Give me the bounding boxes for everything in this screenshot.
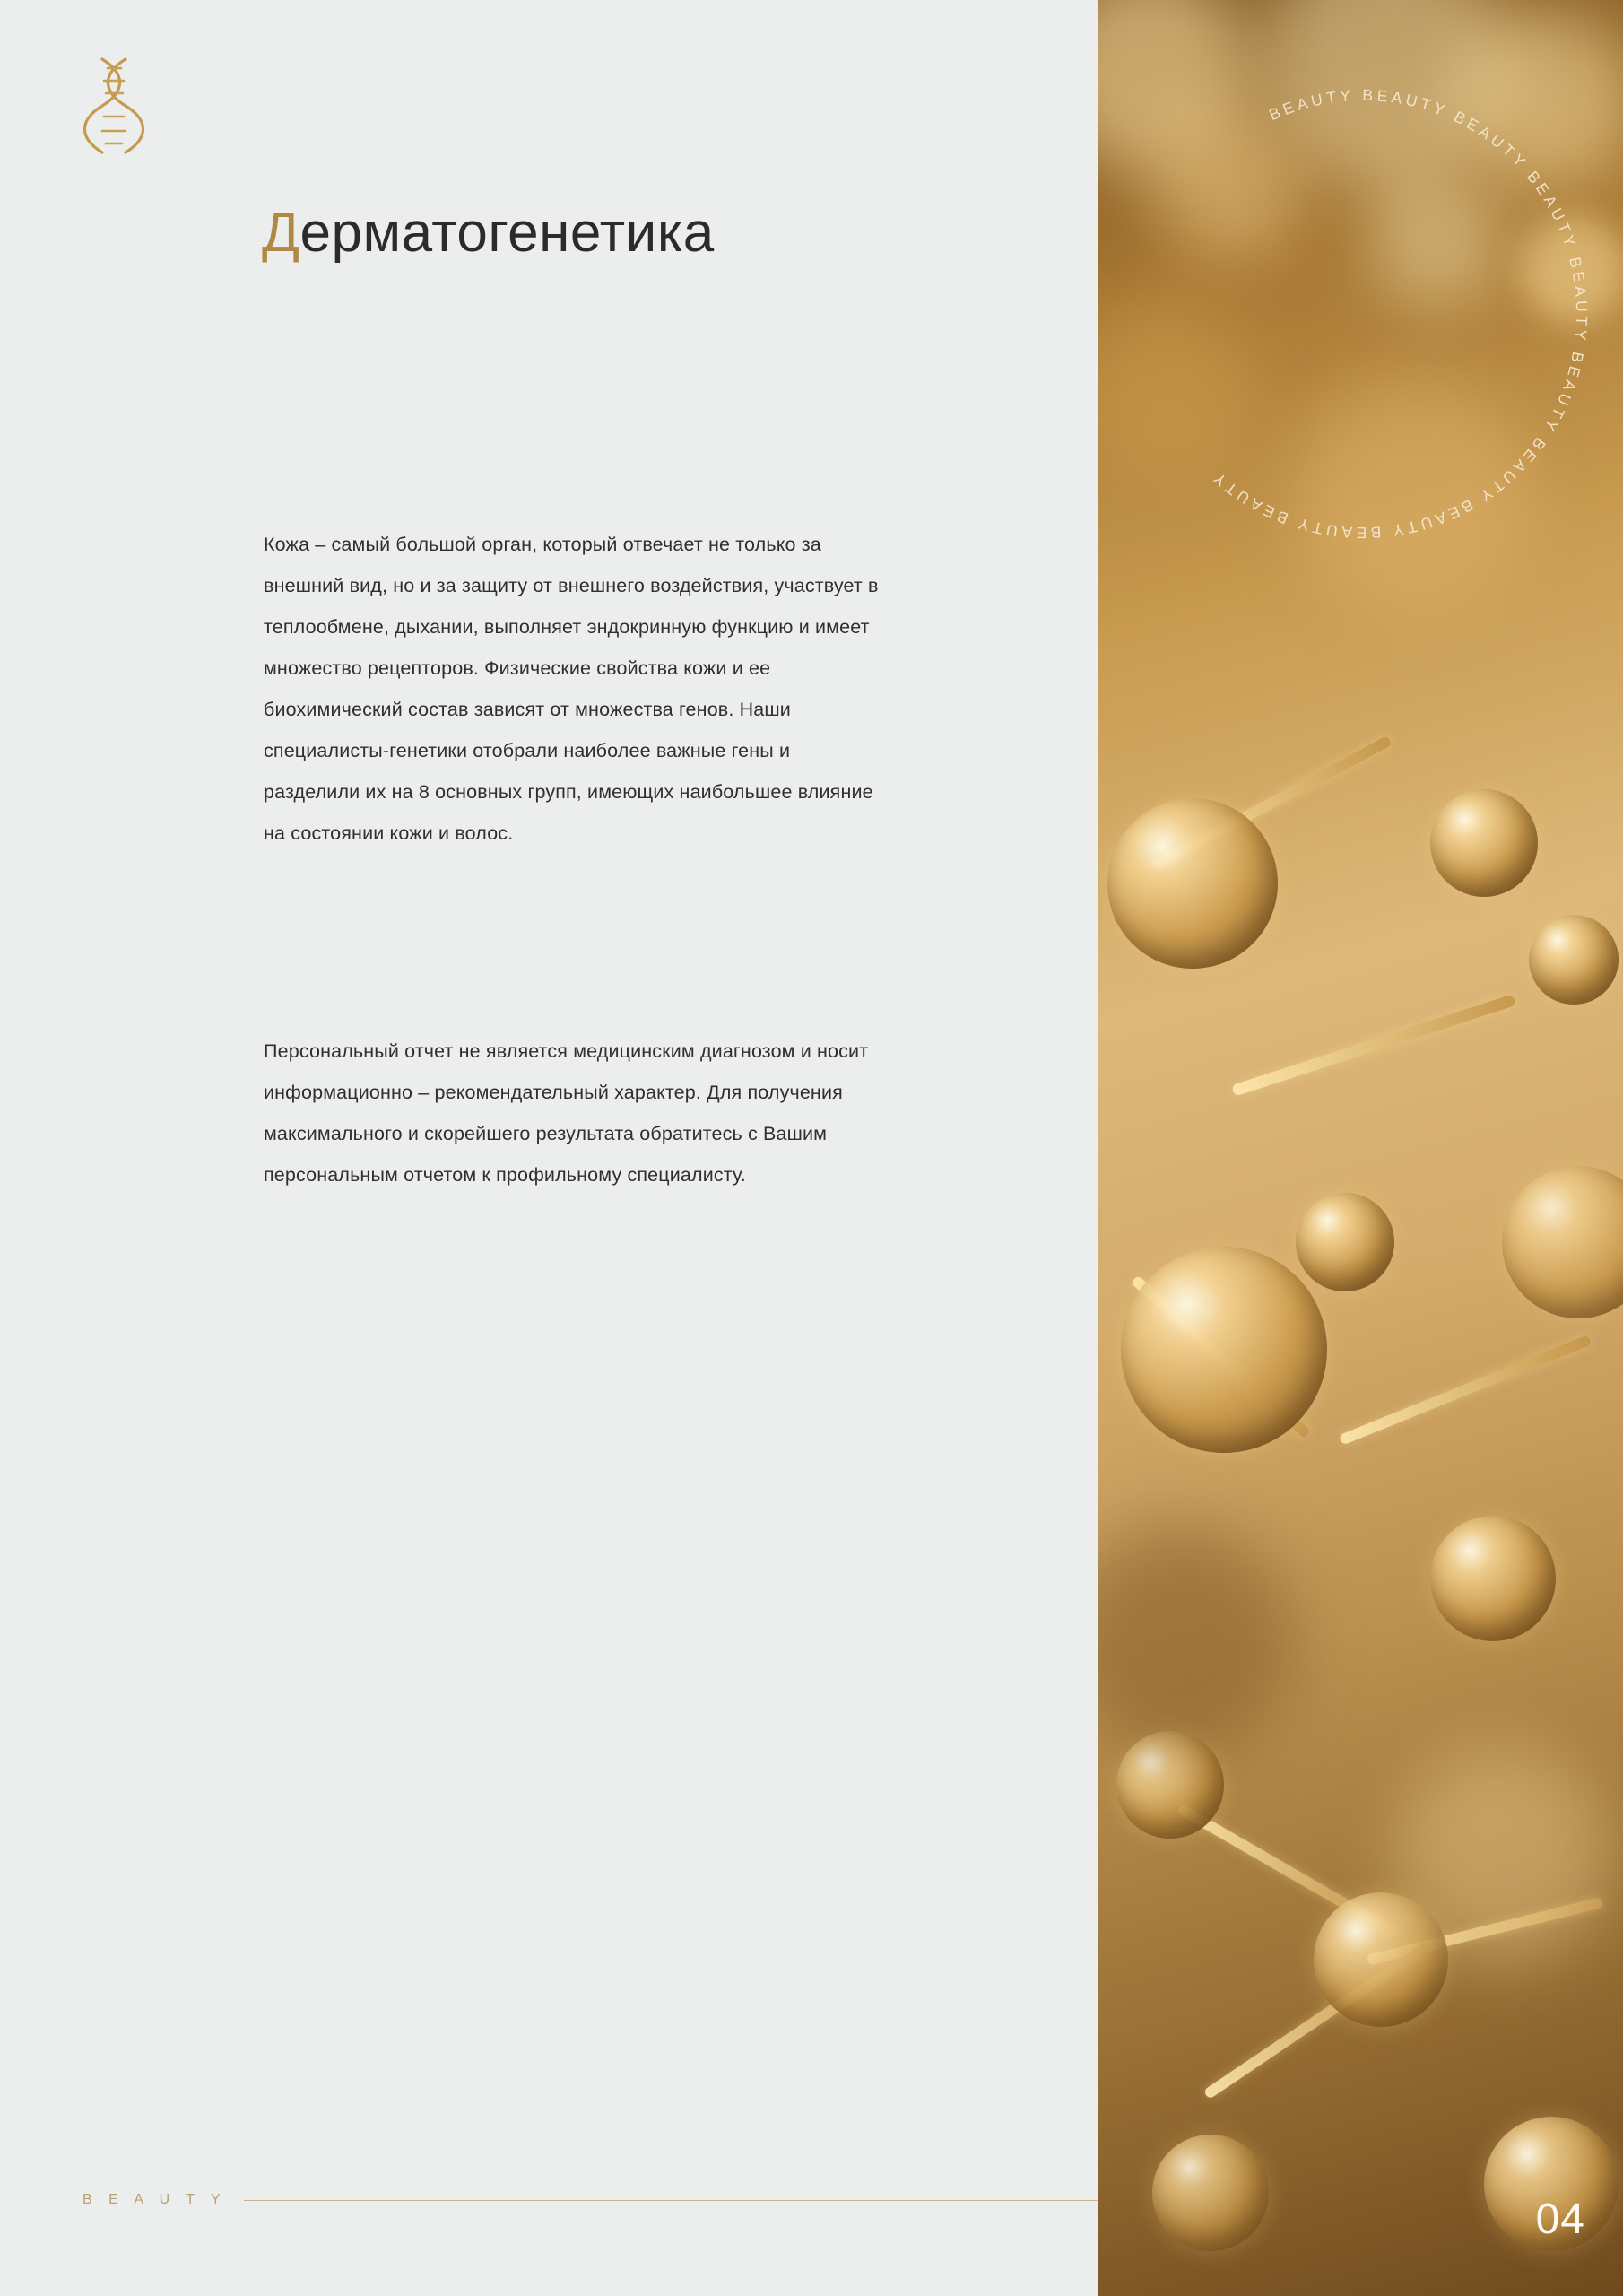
molecule-sphere	[1107, 798, 1278, 969]
bokeh-blob	[1296, 377, 1529, 610]
bokeh-blob	[1457, 9, 1623, 188]
page-footer	[0, 2179, 1098, 2233]
decorative-image-panel	[1098, 0, 1623, 2296]
bokeh-blob	[1520, 215, 1623, 323]
molecule-sphere	[1121, 1247, 1327, 1453]
circular-text-path: BEAUTY BEAUTY BEAUTY BEAUTY BEAUTY BEAUTY BEAUTY BEAUTY BEAUTY BEAUTY	[1207, 85, 1592, 543]
bokeh-blob	[1367, 170, 1502, 305]
bokeh-blob	[1394, 1749, 1610, 1964]
footer-brand: B E A U T Y	[82, 2192, 227, 2207]
page-number: 04	[1535, 2196, 1585, 2243]
page-title-rest: ерматогенетика	[299, 201, 715, 264]
molecule-sphere	[1430, 789, 1538, 897]
footer-divider	[244, 2200, 1098, 2201]
page-title	[262, 201, 715, 265]
molecule-sphere	[1430, 1516, 1556, 1641]
molecule-sphere	[1152, 2135, 1269, 2251]
molecule-sphere	[1296, 1193, 1394, 1292]
page-title-initial: Д	[262, 201, 300, 264]
intro-paragraph: Кожа – самый большой орган, который отвечает не только за внешний вид, но и за защиту от внешнего воздействия, участвует в теплообмене, дыхании, выполняет эндокринную функцию и имеет множество рецепторов. Физические свойства кожи и ее биохимический состав зависят от множества генов. Наши специалисты-генетики отобрали наиболее важные гены и разделили их на 8 основных групп, имеющих наибольшее влияние на состоянии кожи и волос.	[264, 533, 879, 844]
disclaimer-paragraph: Персональный отчет не является медицинским диагнозом и носит информационно – рекомендательный характер. Для получения максимального и скорейшего результата обратитесь с Вашим персональным отчетом к профильному специалисту.	[264, 1039, 869, 1186]
molecule-sphere	[1529, 915, 1619, 1004]
dna-helix-icon	[82, 52, 145, 160]
bokeh-blob	[1152, 108, 1305, 260]
